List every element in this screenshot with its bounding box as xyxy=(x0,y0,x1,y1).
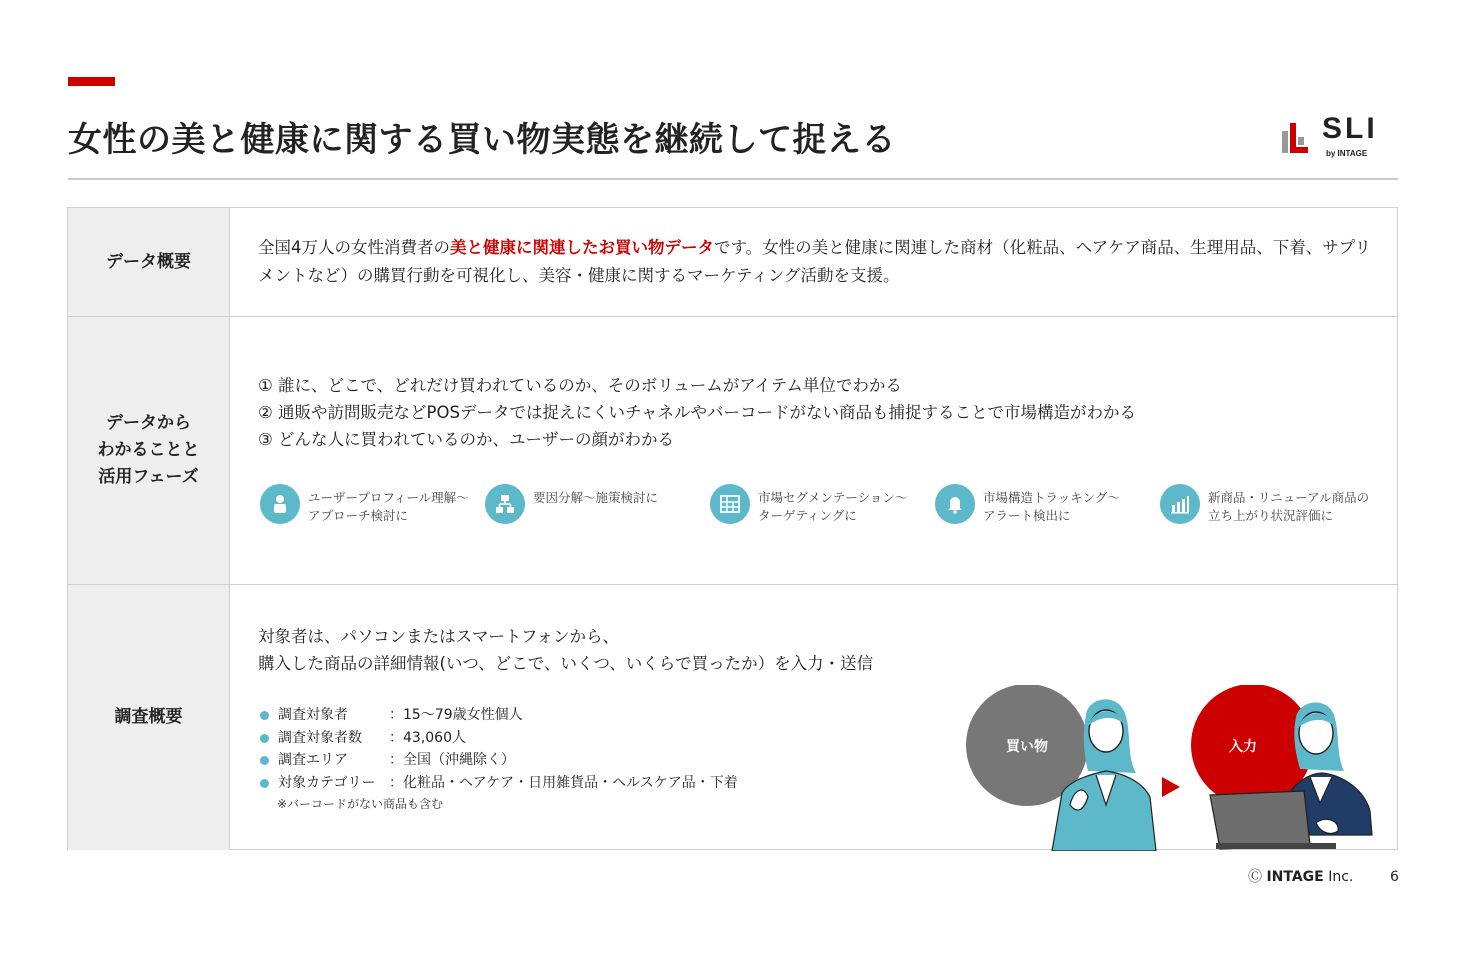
phase-label: 市場構造トラッキング～ アラート検出に xyxy=(983,490,1120,523)
row-header-data-overview: データ概要 xyxy=(68,208,230,316)
row-header-insights: データから わかることと 活用フェーズ xyxy=(68,317,230,584)
grid-icon xyxy=(710,484,750,524)
insight-point: ② 通販や訪問販売などPOSデータでは捉えにくいチャネルやバーコードがない商品も捕捉することで市場構造がわかる xyxy=(258,403,1136,422)
row-data-overview xyxy=(68,208,1397,316)
shopping-label: 買い物 xyxy=(1006,739,1048,755)
bell-icon xyxy=(935,484,975,524)
user-icon xyxy=(260,484,300,524)
survey-facts xyxy=(260,704,738,794)
flowchart-icon xyxy=(485,484,525,524)
data-overview-body xyxy=(258,208,1385,316)
survey-fact: 調査対象者 ：15～79歳女性個人 xyxy=(260,704,738,727)
usage-phases xyxy=(258,477,1388,529)
footer-copyright: Ⓒ INTAGE Inc. xyxy=(1248,869,1354,885)
insight-points xyxy=(258,372,1136,453)
data-overview-text: 全国4万人の女性消費者の美と健康に関連したお買い物データです。女性の美と健康に関連した商材（化粧品、ヘアケア商品、生理用品、下着、サプリメントなど）の購買行動を可視化し、美容・健康に関するマーケティング活動を支援。 xyxy=(258,238,1372,285)
insight-point: ③ どんな人に買われているのか、ユーザーの顔がわかる xyxy=(258,430,675,449)
survey-intro: 対象者は、パソコンまたはスマートフォンから、 購入した商品の詳細情報(いつ、どこで、いくつ、いくらで買ったか）を入力・送信 xyxy=(258,627,874,673)
summary-table xyxy=(67,207,1398,850)
survey-body xyxy=(258,585,1385,850)
barcode-note: ※バーコードがない商品も含む xyxy=(277,797,444,811)
highlight-text: 美と健康に関連したお買い物データ xyxy=(450,238,714,257)
shopping-input-illustration xyxy=(966,685,1396,851)
row-header-survey-overview: 調査概要 xyxy=(68,585,230,850)
phase-label: 市場セグメンテーション～ ターゲティングに xyxy=(758,490,908,523)
insights-body xyxy=(258,317,1385,584)
flow-arrow-icon xyxy=(1162,777,1180,797)
page-title: 女性の美と健康に関する買い物実態を継続して捉える xyxy=(68,120,896,160)
row-insights xyxy=(68,316,1397,584)
phase-label: ユーザープロフィール理解～ アプローチ検討に xyxy=(308,490,469,523)
survey-fact: 調査エリア ：全国（沖縄除く） xyxy=(260,749,738,772)
row-survey-overview xyxy=(68,584,1397,850)
logo-subtext: by INTAGE xyxy=(1326,149,1368,158)
phase-label: 要因分解～施策検討に xyxy=(533,490,659,505)
page-number: 6 xyxy=(1390,869,1399,885)
phase-label: 新商品・リニューアル商品の 立ち上がり状況評価に xyxy=(1208,490,1370,523)
title-accent-bar xyxy=(68,77,115,86)
logo-text: SLI xyxy=(1322,112,1378,145)
company-name: INTAGE xyxy=(1266,869,1324,885)
sli-logo-mark-icon xyxy=(1280,117,1320,161)
survey-fact: 調査対象者数 ：43,060人 xyxy=(260,727,738,750)
survey-fact: 対象カテゴリー ：化粧品・ヘアケア・日用雑貨品・ヘルスケア品・下着 xyxy=(260,772,738,795)
bar-chart-icon xyxy=(1160,484,1200,524)
insight-point: ① 誰に、どこで、どれだけ買われているのか、そのボリュームがアイテム単位でわかる xyxy=(258,376,902,395)
input-label: 入力 xyxy=(1229,739,1257,755)
title-divider xyxy=(68,178,1398,180)
